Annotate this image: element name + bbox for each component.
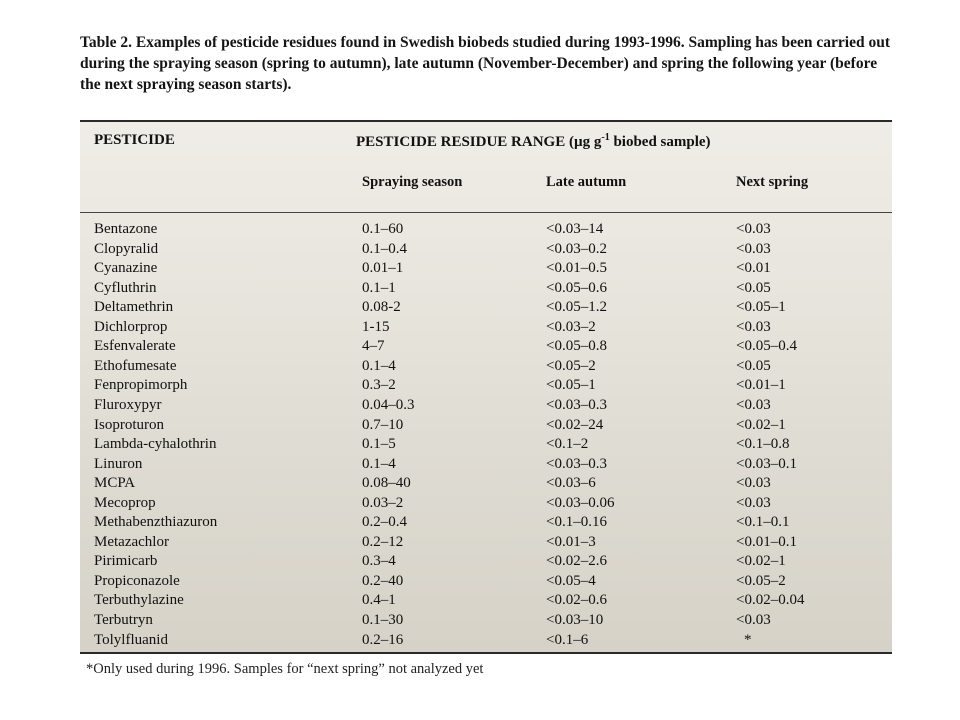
table-row [80,513,892,532]
cell-next-spring: <0.05 [736,357,771,374]
cell-late-autumn: <0.03–10 [546,612,604,628]
cell-next-spring: <0.03 [736,475,771,492]
cell-pesticide: Bentazone [94,221,158,237]
cell-late-autumn: <0.03–0.2 [546,240,607,257]
cell-pesticide: Propiconazole [94,572,180,589]
header-pesticide: PESTICIDE [94,132,175,148]
table-row [80,435,892,454]
cell-spraying-season: 0.01–1 [362,260,404,277]
cell-late-autumn: <0.03–6 [546,475,596,492]
subheader-late-autumn: Late autumn [546,174,627,190]
cell-late-autumn: <0.03–14 [546,221,604,237]
cell-spraying-season: 4–7 [362,338,385,355]
table-row [80,220,892,239]
cell-spraying-season: 0.1–5 [362,436,396,453]
cell-late-autumn: <0.03–0.06 [546,494,615,511]
cell-late-autumn: <0.1–6 [546,631,589,648]
table-row [80,396,892,415]
table-row [80,474,892,493]
cell-late-autumn: <0.05–0.6 [546,279,607,296]
table-row [80,416,892,435]
cell-next-spring: <0.03 [736,494,771,511]
table-row [80,357,892,376]
cell-spraying-season: 0.03–2 [362,494,404,511]
cell-spraying-season: 0.2–40 [362,572,404,589]
cell-spraying-season: 0.3–4 [362,553,396,570]
cell-next-spring: <0.05–2 [736,572,786,589]
table-caption: Table 2. Examples of pesticide residues found in Swedish biobeds studied during 1993-1996. Sampling has been carried out during the spraying season (spring to autumn), late autumn (November-December) and spring the following year (before the next spraying season starts). [80,34,891,93]
cell-next-spring: <0.05–1 [736,299,786,316]
cell-next-spring: <0.05–0.4 [736,338,797,355]
table-row [80,494,892,513]
cell-late-autumn: <0.01–0.5 [546,260,607,277]
cell-spraying-season: 0.1–60 [362,221,404,237]
cell-spraying-season: 1-15 [362,318,390,335]
cell-next-spring: * [744,631,752,648]
cell-pesticide: Terbutryn [94,612,153,628]
table-row [80,337,892,356]
cell-next-spring: <0.03 [736,318,771,335]
cell-late-autumn: <0.02–24 [546,416,604,433]
cell-pesticide: Metazachlor [94,533,169,550]
table-row [80,572,892,591]
cell-spraying-season: 0.04–0.3 [362,396,415,413]
cell-pesticide: Linuron [94,455,143,472]
subheader-next-spring: Next spring [736,174,809,190]
cell-late-autumn: <0.05–4 [546,572,596,589]
cell-pesticide: Isoproturon [94,416,164,433]
cell-spraying-season: 0.1–1 [362,279,396,296]
cell-late-autumn: <0.02–0.6 [546,592,607,609]
cell-pesticide: Deltamethrin [94,299,174,316]
cell-next-spring: <0.05 [736,279,771,296]
table-row [80,552,892,571]
cell-spraying-season: 0.1–4 [362,357,396,374]
header-residue-range-prefix: PESTICIDE RESIDUE RANGE (µg g [356,134,602,150]
cell-pesticide: Cyanazine [94,260,158,277]
cell-late-autumn: <0.05–1.2 [546,299,607,316]
cell-late-autumn: <0.1–2 [546,436,589,453]
cell-next-spring: <0.01 [736,260,771,277]
table-row [80,318,892,337]
table-row [80,455,892,474]
cell-spraying-season: 0.4–1 [362,592,396,609]
cell-late-autumn: <0.1–0.16 [546,514,607,531]
cell-next-spring: <0.03–0.1 [736,455,797,472]
table-row [80,259,892,278]
cell-pesticide: Ethofumesate [94,357,177,374]
cell-late-autumn: <0.03–2 [546,318,596,335]
cell-spraying-season: 0.1–4 [362,455,396,472]
table-row [80,611,892,630]
table-row [80,376,892,395]
cell-spraying-season: 0.2–12 [362,533,404,550]
cell-pesticide: MCPA [94,475,136,492]
cell-next-spring: <0.01–1 [736,377,786,394]
cell-pesticide: Fluroxypyr [94,396,162,413]
cell-spraying-season: 0.2–0.4 [362,514,407,531]
table-row [80,279,892,298]
cell-next-spring: <0.03 [736,612,771,628]
cell-late-autumn: <0.03–0.3 [546,396,607,413]
pesticide-table [80,120,892,654]
cell-spraying-season: 0.08-2 [362,299,401,316]
table-row [80,298,892,317]
cell-next-spring: <0.1–0.8 [736,436,790,453]
cell-pesticide: Clopyralid [94,240,159,257]
table-footnote: *Only used during 1996. Samples for “next spring” not analyzed yet [86,661,484,677]
cell-pesticide: Cyfluthrin [94,279,157,296]
cell-spraying-season: 0.1–0.4 [362,240,407,257]
table-row [80,631,892,650]
header-residue-range-suffix: biobed sample) [609,134,711,150]
cell-pesticide: Methabenzthiazuron [94,514,218,531]
cell-spraying-season: 0.3–2 [362,377,396,394]
cell-spraying-season: 0.1–30 [362,612,404,628]
cell-spraying-season: 0.2–16 [362,631,404,648]
cell-pesticide: Lambda-cyhalothrin [94,436,217,453]
cell-next-spring: <0.03 [736,396,771,413]
cell-next-spring: <0.02–0.04 [736,592,805,609]
cell-pesticide: Mecoprop [94,494,156,511]
header-divider [80,212,892,213]
cell-late-autumn: <0.05–1 [546,377,596,394]
cell-next-spring: <0.1–0.1 [736,514,790,531]
cell-pesticide: Terbuthylazine [94,592,184,609]
subheader-spraying-season: Spraying season [362,174,463,190]
header-residue-range-sup: -1 [601,132,610,143]
cell-next-spring: <0.02–1 [736,553,786,570]
cell-pesticide: Tolylfluanid [94,631,168,648]
cell-next-spring: <0.03 [736,221,771,237]
header-residue-range [356,132,711,151]
table-row [80,533,892,552]
cell-late-autumn: <0.05–2 [546,357,596,374]
cell-late-autumn: <0.02–2.6 [546,553,607,570]
cell-next-spring: <0.01–0.1 [736,533,797,550]
cell-late-autumn: <0.03–0.3 [546,455,607,472]
table-row [80,240,892,259]
cell-pesticide: Dichlorprop [94,318,168,335]
table-row [80,591,892,610]
cell-spraying-season: 0.08–40 [362,475,411,492]
cell-spraying-season: 0.7–10 [362,416,404,433]
cell-pesticide: Esfenvalerate [94,338,176,355]
cell-next-spring: <0.03 [736,240,771,257]
cell-pesticide: Pirimicarb [94,553,158,570]
cell-late-autumn: <0.05–0.8 [546,338,607,355]
cell-next-spring: <0.02–1 [736,416,786,433]
cell-pesticide: Fenpropimorph [94,377,188,394]
cell-late-autumn: <0.01–3 [546,533,596,550]
